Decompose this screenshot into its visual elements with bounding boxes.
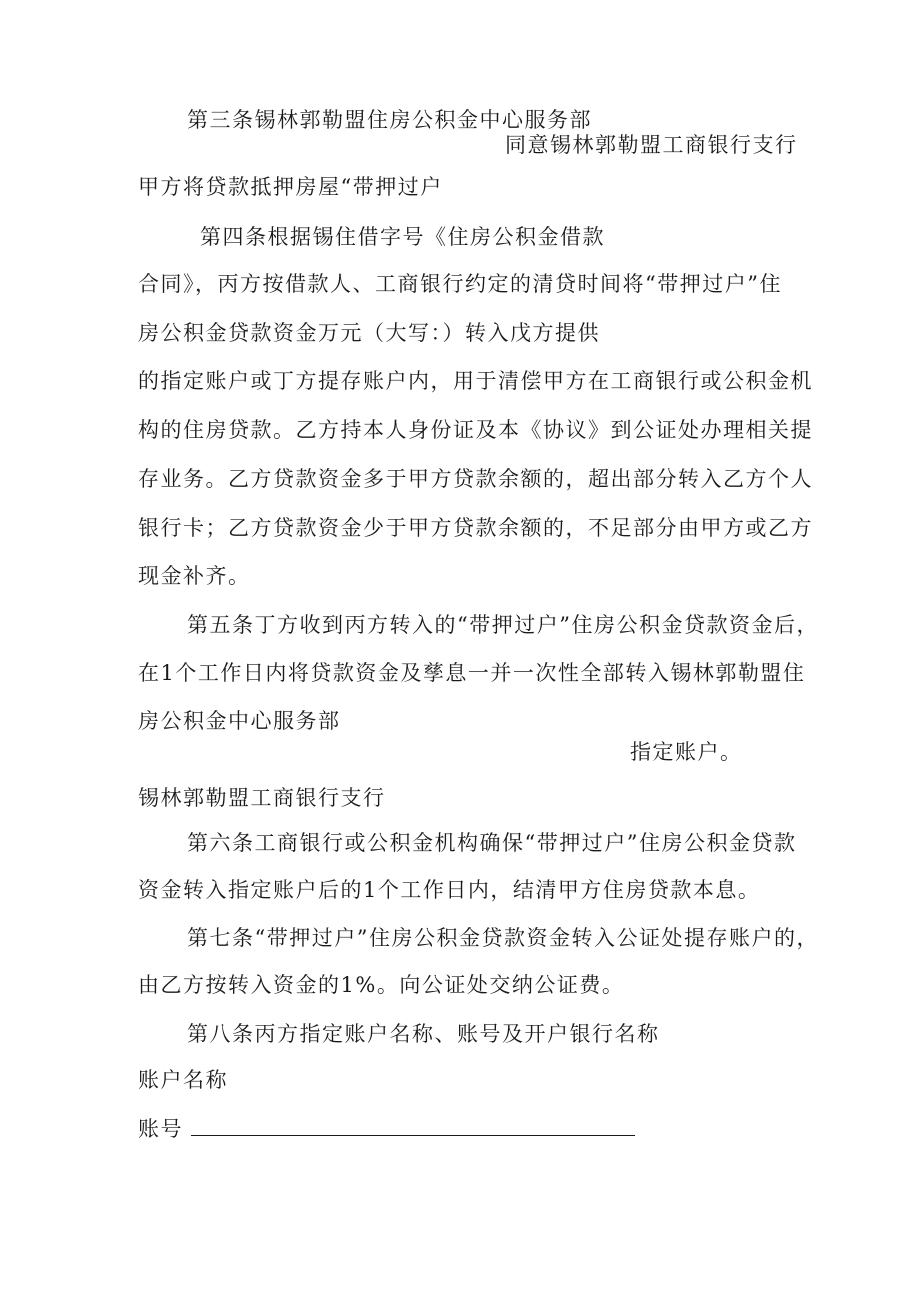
account-number-blank <box>191 1115 635 1136</box>
article-3-line-3: 甲方将贷款抵押房屋“带押过户 <box>138 175 443 199</box>
article-4-line-4: 的指定账户或丁方提存账户内，用于清偿甲方在工商银行或公积金机 <box>138 369 813 393</box>
article-8-line-1: 第八条丙方指定账户名称、账号及开户银行名称 <box>187 1022 660 1046</box>
article-4-line-7: 银行卡；乙方贷款资金少于甲方贷款余额的，不足部分由甲方或乙方 <box>138 516 813 540</box>
account-name-label: 账户名称 <box>138 1068 228 1092</box>
article-5-line-2: 在1个工作日内将贷款资金及孳息一并一次性全部转入锡林郭勒盟住 <box>138 661 806 685</box>
article-4-line-5: 构的住房贷款。乙方持本人身份证及本《协议》到公证处办理相关提 <box>138 418 813 442</box>
article-5-line-5: 锡林郭勒盟工商银行支行 <box>138 786 386 810</box>
article-4-line-6: 存业务。乙方贷款资金多于甲方贷款余额的，超出部分转入乙方个人 <box>138 467 813 491</box>
article-4-line-1: 第四条根据锡住借字号《住房公积金借款 <box>200 225 605 249</box>
article-5-line-4: 指定账户。 <box>630 740 743 764</box>
article-3-line-2: 同意锡林郭勒盟工商银行支行 <box>505 133 798 157</box>
article-6-line-2: 资金转入指定账户后的1个工作日内，结清甲方住房贷款本息。 <box>138 878 761 902</box>
article-5-line-3: 房公积金中心服务部 <box>138 709 341 733</box>
article-4-line-3: 房公积金贷款资金万元（大写：）转入戊方提供 <box>138 321 600 345</box>
article-3-line-1: 第三条锡林郭勒盟住房公积金中心服务部 <box>187 108 592 132</box>
article-4-line-2: 合同》，丙方按借款人、工商银行约定的清贷时间将“带押过户”住 <box>138 272 782 296</box>
article-7-line-1: 第七条“带押过户”住房公积金贷款资金转入公证处提存账户的， <box>187 926 819 950</box>
article-7-line-2: 由乙方按转入资金的1%。向公证处交纳公证费。 <box>138 973 625 997</box>
article-6-line-1: 第六条工商银行或公积金机构确保“带押过户”住房公积金贷款 <box>187 831 797 855</box>
article-4-line-8: 现金补齐。 <box>138 564 251 588</box>
account-number-label: 账号 <box>138 1117 183 1141</box>
article-5-line-1: 第五条丁方收到丙方转入的“带押过户”住房公积金贷款资金后， <box>187 613 819 637</box>
account-number-row <box>138 1115 635 1143</box>
